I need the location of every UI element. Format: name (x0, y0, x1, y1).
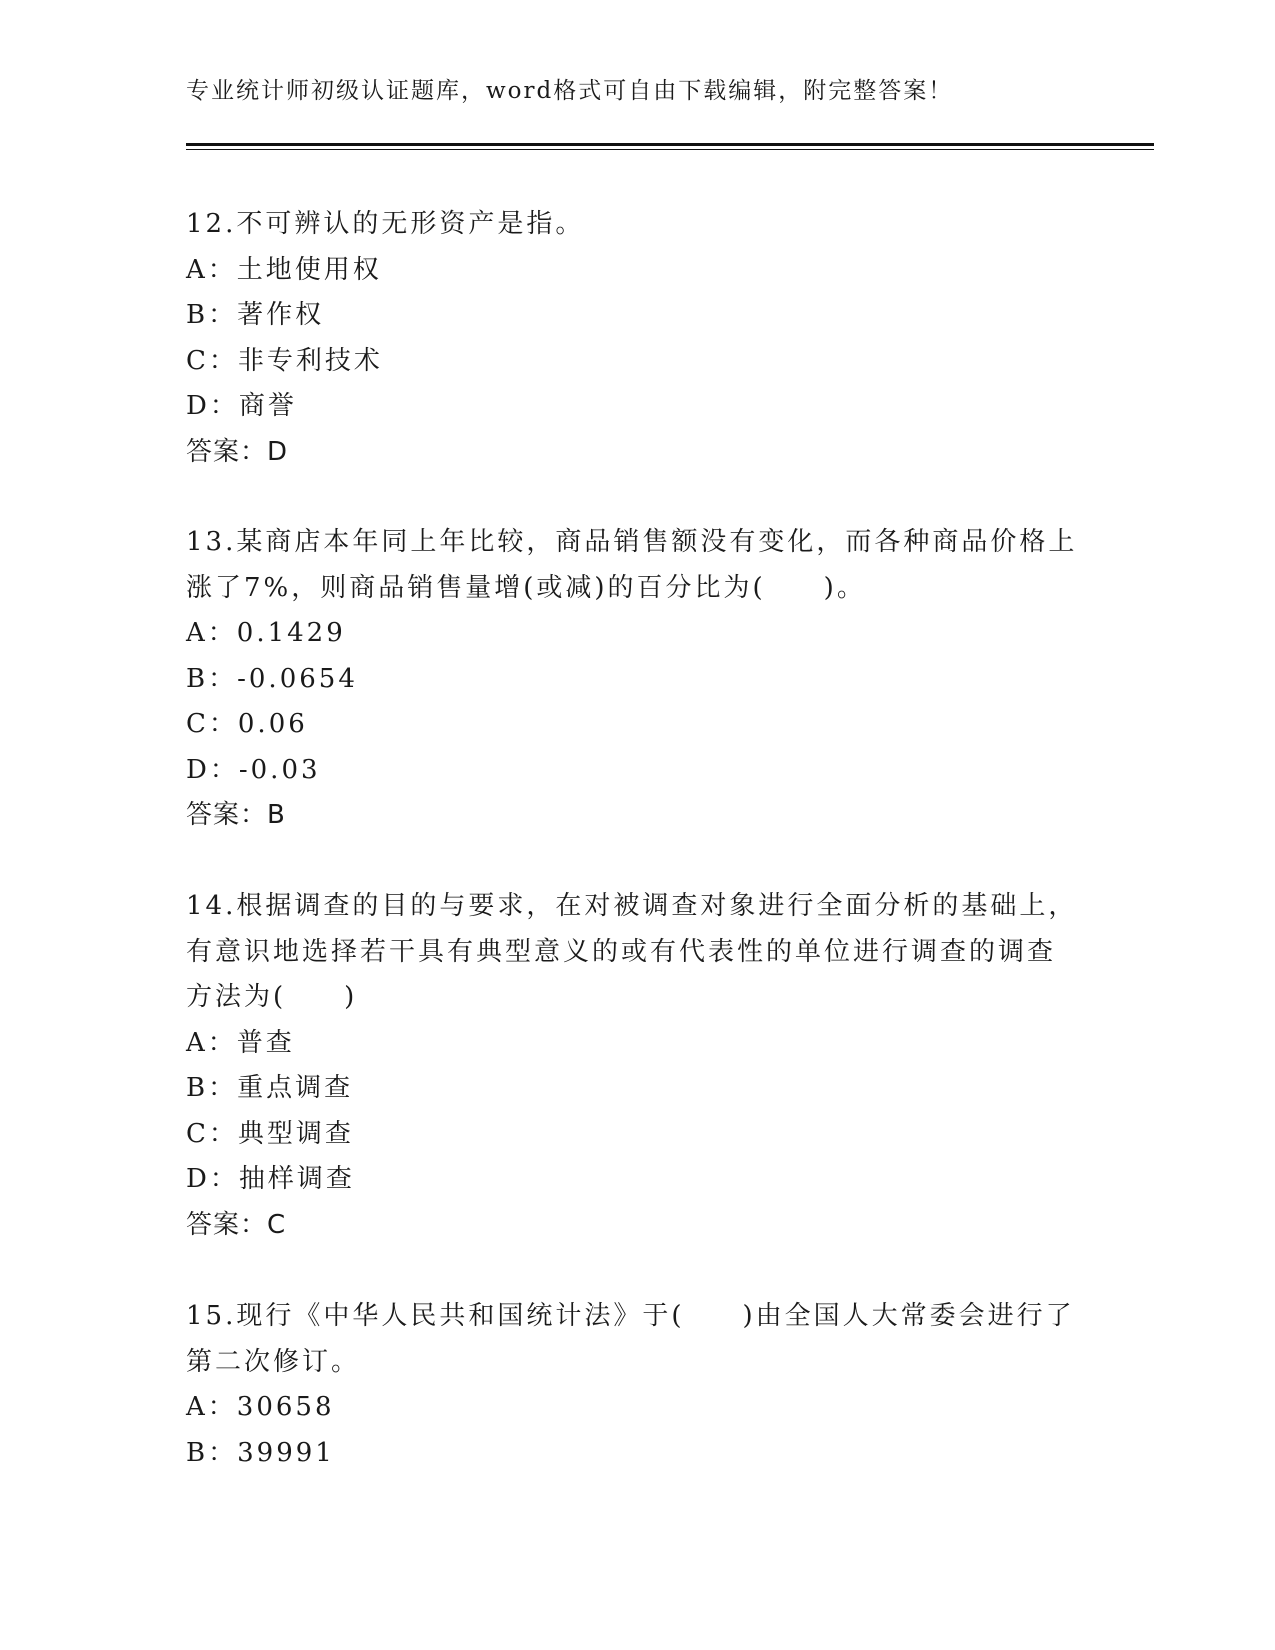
option-b: B：39991 (186, 1437, 335, 1468)
option-c: C：0.06 (186, 709, 308, 739)
question-stem-continued: 涨了7%，则商品销售量增(或减)的百分比为( )。 (186, 572, 866, 603)
answer-line: 答案：C (186, 1209, 287, 1240)
option-d: D：商誉 (186, 391, 297, 421)
option-d: D：抽样调查 (186, 1164, 355, 1194)
question-stem-continued: 方法为( ) (186, 982, 358, 1012)
question-stem: 12.不可辨认的无形资产是指。 (186, 209, 585, 239)
question-stem-continued: 第二次修订。 (186, 1346, 361, 1377)
answer-line: 答案：D (186, 436, 289, 467)
header-rule-thick (186, 143, 1154, 146)
header-rule-thin (186, 149, 1154, 150)
option-a: A：30658 (186, 1392, 335, 1422)
option-b: B：-0.0654 (186, 663, 358, 694)
option-d: D：-0.03 (186, 754, 321, 785)
option-b: B：重点调查 (186, 1073, 354, 1103)
page-header-title: 专业统计师初级认证题库，word格式可自由下载编辑，附完整答案！ (186, 78, 954, 104)
question-15 (186, 1294, 1086, 1476)
question-14 (186, 884, 1086, 1248)
option-c: C：典型调查 (186, 1118, 354, 1149)
question-12 (186, 202, 1086, 475)
question-13 (186, 520, 1086, 839)
option-b: B：著作权 (186, 300, 325, 330)
question-stem: 13.某商店本年同上年比较，商品销售额没有变化，而各种商品价格上 (186, 527, 1078, 557)
question-stem: 14.根据调查的目的与要求，在对被调查对象进行全面分析的基础上， (186, 891, 1078, 921)
question-stem: 15.现行《中华人民共和国统计法》于( )由全国人大常委会进行了 (186, 1301, 1075, 1331)
option-c: C：非专利技术 (186, 345, 383, 376)
option-a: A：土地使用权 (186, 254, 382, 285)
option-a: A：0.1429 (186, 618, 346, 648)
question-stem-continued: 有意识地选择若干具有典型意义的或有代表性的单位进行调查的调查 (186, 936, 1057, 967)
option-a: A：普查 (186, 1027, 295, 1058)
answer-line: 答案：B (186, 800, 286, 830)
